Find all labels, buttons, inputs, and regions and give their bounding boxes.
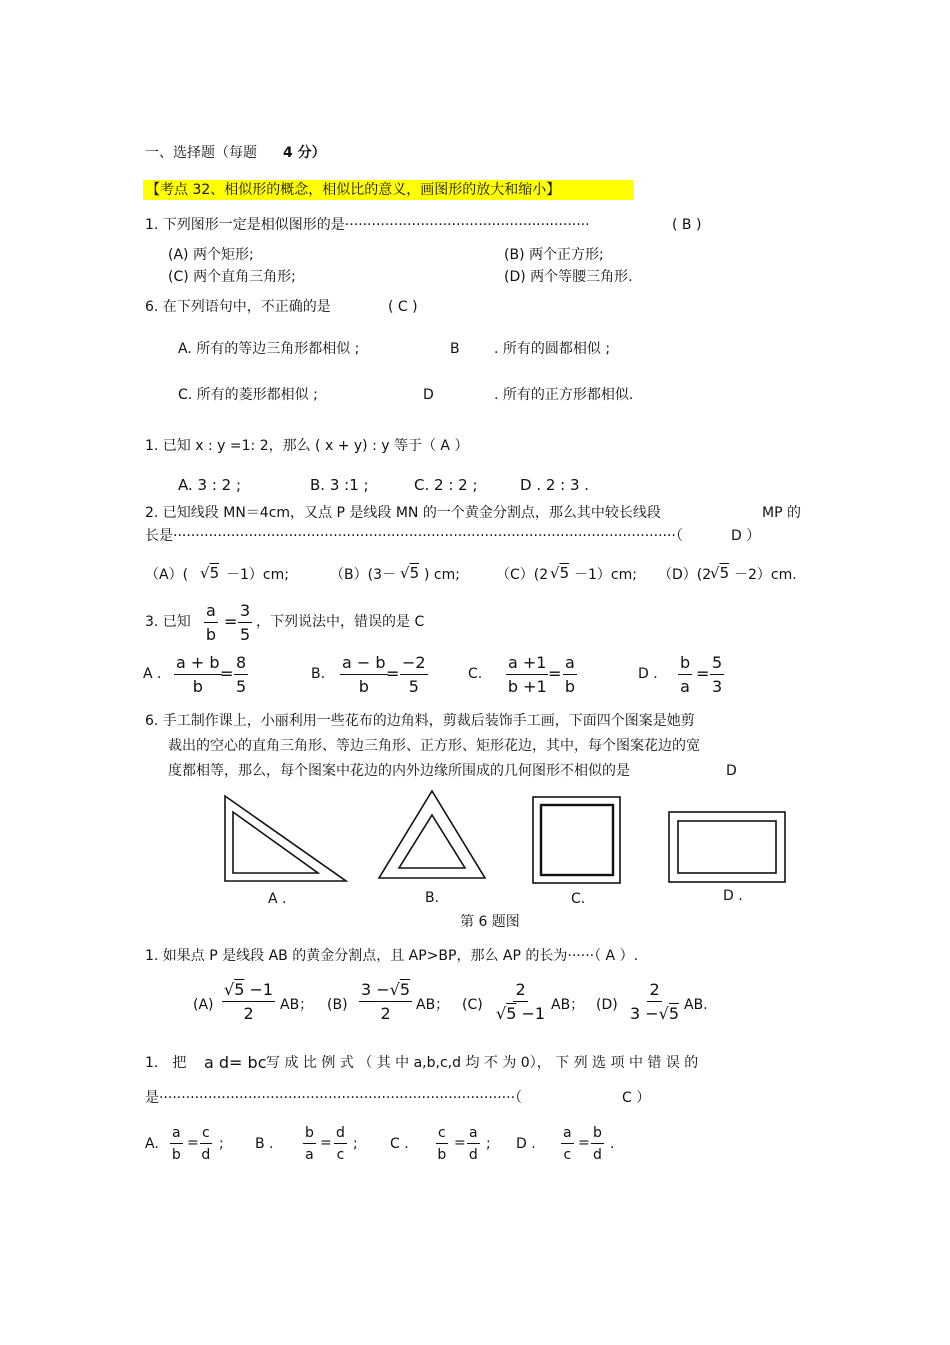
q3-option-b: B. 3 :1 ; bbox=[310, 476, 369, 494]
q6-answer: D bbox=[726, 763, 737, 779]
q4-stem-line1: 2. 已知线段 MN＝4cm，又点 P 是线段 MN 的一个黄金分割点，那么其中较长线段 bbox=[145, 505, 661, 521]
q5-given-eq: = bbox=[224, 612, 238, 631]
q7-option-c-post: AB； bbox=[551, 997, 585, 1013]
q4-answer: D ） bbox=[731, 528, 761, 544]
q7-option-a-num-tail: −1 bbox=[249, 980, 274, 999]
q3-option-a: A. 3 : 2 ; bbox=[178, 476, 242, 494]
q8-stem-line1-pre: 1． 把 bbox=[145, 1055, 187, 1071]
frac-numerator: b bbox=[591, 1126, 604, 1144]
q5-option-b-label: B. bbox=[311, 666, 326, 682]
q8-option-d-frac-left bbox=[561, 1126, 574, 1162]
q7-option-a-radicand: 5 bbox=[234, 980, 245, 999]
q8-option-a-eq: = bbox=[187, 1135, 199, 1151]
section-title: 一、选择题（每题 bbox=[145, 145, 257, 161]
q5-stem-post: ，下列说法中，错误的是 C bbox=[256, 614, 425, 630]
q3-stem: 1. 已知 x : y =1: 2，那么 ( x + y) : y 等于（ A ） bbox=[145, 438, 469, 454]
frac-denominator: a bbox=[680, 677, 690, 696]
q5-given-frac-left bbox=[204, 603, 218, 643]
q4-option-c-post: －1）cm; bbox=[574, 567, 637, 583]
frac-denominator: 5 bbox=[236, 677, 247, 696]
q4-option-a-radical: √5 bbox=[200, 564, 220, 582]
q6-figure-label-a: A . bbox=[268, 891, 287, 907]
q8-option-c-eq: = bbox=[454, 1135, 466, 1151]
q7-option-c-frac bbox=[496, 982, 545, 1022]
frac-numerator: √5 −1 bbox=[222, 982, 275, 1002]
q8-option-c-label: C . bbox=[390, 1136, 409, 1152]
frac-denominator: d bbox=[468, 1147, 478, 1163]
q2-stem: 6. 在下列语句中，不正确的是 bbox=[145, 299, 331, 315]
q6-figure-right-triangle-inner bbox=[233, 812, 318, 873]
q4-option-d-post: －2）cm. bbox=[734, 567, 797, 583]
q2-option-d-letter: D bbox=[423, 387, 434, 403]
frac-numerator: c bbox=[200, 1126, 212, 1144]
q6-figure-square-inner bbox=[541, 805, 613, 875]
frac-numerator: a − b bbox=[340, 655, 388, 675]
q2-answer: ( C ) bbox=[388, 299, 418, 315]
q8-answer: C ） bbox=[622, 1090, 651, 1106]
frac-denominator: b +1 bbox=[507, 677, 547, 696]
q6-stem-line1: 6. 手工制作课上，小丽利用一些花布的边角料，剪裁后装饰手工画，下面四个图案是她剪 bbox=[145, 713, 695, 729]
q1-option-a: (A) 两个矩形; bbox=[168, 247, 254, 263]
q8-option-a-semi: ; bbox=[219, 1136, 224, 1152]
frac-numerator: 2 bbox=[513, 982, 527, 1002]
q7-option-a-post: AB； bbox=[280, 997, 314, 1013]
frac-numerator: −2 bbox=[400, 655, 428, 675]
frac-denominator: b bbox=[171, 1147, 181, 1163]
q8-option-b-label: B . bbox=[255, 1136, 274, 1152]
q7-option-c-label: (C) bbox=[462, 997, 483, 1013]
frac-denominator: d bbox=[201, 1147, 211, 1163]
frac-denominator: 5 bbox=[240, 625, 251, 644]
q7-option-a-label: (A) bbox=[193, 997, 214, 1013]
frac-denominator: c bbox=[563, 1147, 572, 1163]
q8-option-d-frac-right bbox=[591, 1126, 604, 1162]
q6-figure-equilateral-triangle-inner bbox=[399, 815, 465, 868]
q5-option-d-frac-right bbox=[710, 655, 724, 695]
q5-option-a-eq: = bbox=[220, 664, 234, 683]
q7-option-d-label: (D) bbox=[596, 997, 618, 1013]
q8-option-d-label: D . bbox=[516, 1136, 536, 1152]
q4-stem-line1-end: MP 的 bbox=[762, 505, 801, 521]
q8-option-c-frac-right bbox=[467, 1126, 480, 1162]
q7-option-d-den-head: 3 − bbox=[630, 1004, 659, 1023]
q8-option-c-semi: ; bbox=[486, 1136, 491, 1152]
q5-option-c-label: C. bbox=[468, 666, 483, 682]
frac-numerator: a +1 bbox=[506, 655, 548, 675]
q6-figure-caption: 第 6 题图 bbox=[460, 914, 520, 930]
section-points: 4 分） bbox=[283, 145, 326, 161]
q6-figure-right-triangle bbox=[222, 793, 350, 885]
q1-answer: ( B ) bbox=[672, 217, 702, 233]
q5-option-b-eq: = bbox=[386, 664, 400, 683]
frac-denominator: b bbox=[437, 1147, 447, 1163]
q7-option-d-frac bbox=[630, 982, 679, 1022]
q4-option-c-pre: （C）(2 bbox=[496, 567, 549, 583]
frac-numerator: b bbox=[678, 655, 692, 675]
frac-denominator: 2 bbox=[243, 1004, 254, 1023]
q8-stem-line1-post: 写 成 比 例 式 （ 其 中 a,b,c,d 均 不 为 0）， 下 列 选 项 中 错 误 的 bbox=[266, 1055, 699, 1071]
frac-numerator: a + b bbox=[174, 655, 222, 675]
frac-numerator: a bbox=[170, 1126, 183, 1144]
q1-option-d: (D) 两个等腰三角形. bbox=[504, 269, 633, 285]
q5-option-b-frac-left bbox=[340, 655, 388, 695]
q4-option-a-pre: （A）( bbox=[145, 567, 189, 583]
q1-option-c: (C) 两个直角三角形; bbox=[168, 269, 296, 285]
q5-stem-pre: 3. 已知 bbox=[145, 614, 191, 630]
q7-option-b-radicand: 5 bbox=[399, 980, 411, 999]
q8-option-a-frac-left bbox=[170, 1126, 183, 1162]
q3-option-c: C. 2 : 2 ; bbox=[414, 476, 478, 494]
q8-option-b-frac-left bbox=[303, 1126, 316, 1162]
q2-option-b-letter: B bbox=[450, 341, 460, 357]
q2-option-b: . 所有的圆都相似 ; bbox=[494, 341, 611, 357]
q8-option-c-frac-left bbox=[436, 1126, 448, 1162]
frac-denominator: a bbox=[305, 1147, 314, 1163]
q4-option-d-radical: √5 bbox=[710, 564, 730, 582]
q8-option-a-frac-right bbox=[200, 1126, 212, 1162]
q7-option-d-post: AB. bbox=[684, 997, 708, 1013]
q6-figure-equilateral-triangle-outer bbox=[379, 791, 485, 878]
frac-numerator: c bbox=[436, 1126, 448, 1144]
q8-stem-line2: 是················································································（ bbox=[145, 1090, 523, 1106]
q4-option-d-pre: （D）(2 bbox=[658, 567, 712, 583]
q4-option-a-radicand: 5 bbox=[209, 564, 220, 582]
q5-option-d-eq: = bbox=[696, 664, 710, 683]
frac-denominator: 5 bbox=[408, 677, 419, 696]
q7-stem: 1. 如果点 P 是线段 AB 的黄金分割点，且 AP>BP，那么 AP 的长为······（ A ）. bbox=[145, 948, 639, 964]
q2-option-d: . 所有的正方形都相似. bbox=[494, 387, 634, 403]
frac-numerator: 8 bbox=[234, 655, 248, 675]
q4-option-d-radicand: 5 bbox=[719, 564, 730, 582]
frac-numerator: a bbox=[467, 1126, 480, 1144]
frac-numerator: a bbox=[561, 1126, 574, 1144]
frac-denominator: b bbox=[205, 625, 216, 644]
q2-option-a: A. 所有的等边三角形都相似 ; bbox=[178, 341, 360, 357]
q5-option-c-eq: = bbox=[548, 664, 562, 683]
q8-option-b-semi: ; bbox=[353, 1136, 358, 1152]
frac-numerator: d bbox=[334, 1126, 347, 1144]
q5-option-d-frac-left bbox=[678, 655, 692, 695]
q5-option-c-frac-right bbox=[563, 655, 577, 695]
q6-figure-label-b: B. bbox=[425, 890, 440, 906]
q8-option-d-eq: = bbox=[578, 1135, 590, 1151]
q7-option-b-frac bbox=[359, 982, 412, 1022]
frac-numerator: 3 −√5 bbox=[359, 982, 412, 1002]
q7-option-b-num-head: 3 − bbox=[361, 980, 390, 999]
frac-numerator: b bbox=[303, 1126, 316, 1144]
q4-option-b-pre: （B）(3－ bbox=[330, 567, 396, 583]
q6-figure-equilateral-triangle bbox=[375, 788, 489, 882]
frac-denominator: b bbox=[192, 677, 203, 696]
q8-option-a-label: A. bbox=[145, 1136, 159, 1152]
q4-option-c-radicand: 5 bbox=[559, 564, 570, 582]
q7-option-b-post: AB； bbox=[416, 997, 450, 1013]
q3-option-d: D . 2 : 3 . bbox=[520, 476, 590, 494]
frac-denominator: √5 −1 bbox=[496, 1004, 546, 1023]
q7-option-c-radicand: 5 bbox=[506, 1004, 517, 1023]
q8-option-b-frac-right bbox=[334, 1126, 347, 1162]
frac-numerator: 3 bbox=[238, 603, 252, 623]
q6-figure-rectangle-inner bbox=[678, 821, 776, 873]
frac-denominator: c bbox=[336, 1147, 345, 1163]
q6-figure-rectangle-outer bbox=[669, 812, 785, 882]
q5-option-a-frac-right bbox=[234, 655, 248, 695]
q8-formula: a d= bc bbox=[204, 1053, 267, 1072]
q6-figure-label-c: C. bbox=[571, 891, 586, 907]
frac-numerator: 5 bbox=[710, 655, 724, 675]
q5-option-d-label: D . bbox=[638, 666, 658, 682]
q4-option-b-post: ) cm; bbox=[424, 567, 460, 583]
frac-numerator: 2 bbox=[647, 982, 661, 1002]
q4-option-a-post: －1）cm; bbox=[226, 567, 289, 583]
frac-numerator: a bbox=[563, 655, 577, 675]
frac-denominator: 3 bbox=[712, 677, 723, 696]
q1-stem: 1. 下列图形一定是相似图形的是······················································· bbox=[145, 217, 590, 233]
q6-figure-right-triangle-outer bbox=[225, 796, 346, 881]
q7-option-d-radicand: 5 bbox=[668, 1004, 680, 1023]
frac-denominator: 2 bbox=[380, 1004, 391, 1023]
q7-option-c-den-tail: −1 bbox=[521, 1004, 546, 1023]
q6-figure-square bbox=[531, 795, 623, 885]
q5-option-c-frac-left bbox=[506, 655, 548, 695]
q4-option-b-radical: √5 bbox=[400, 564, 420, 582]
frac-denominator: 3 −√5 bbox=[630, 1004, 680, 1023]
q2-option-c: C. 所有的菱形都相似 ; bbox=[178, 387, 318, 403]
frac-denominator: b bbox=[564, 677, 575, 696]
q5-option-a-frac-left bbox=[174, 655, 222, 695]
q6-stem-line3: 度都相等，那么，每个图案中花边的内外边缘所围成的几何图形不相似的是 bbox=[168, 763, 630, 779]
q7-option-a-frac bbox=[222, 982, 275, 1022]
q6-stem-line2: 裁出的空心的直角三角形、等边三角形、正方形、矩形花边，其中，每个图案花边的宽 bbox=[168, 738, 700, 754]
q6-figure-label-d: D . bbox=[723, 888, 743, 904]
frac-denominator: d bbox=[593, 1147, 602, 1163]
frac-numerator: a bbox=[204, 603, 218, 623]
q5-option-a-label: A . bbox=[143, 666, 162, 682]
q1-option-b: (B) 两个正方形; bbox=[504, 247, 604, 263]
q4-stem-line2: 长是·················································································································（ bbox=[145, 528, 683, 544]
q5-given-frac-right bbox=[238, 603, 252, 643]
topic-heading: 【考点 32、相似形的概念，相似比的意义，画图形的放大和缩小】 bbox=[146, 182, 561, 198]
q6-figure-square-outer bbox=[533, 797, 620, 883]
q6-figure-rectangle bbox=[667, 810, 787, 884]
q8-option-b-eq: = bbox=[320, 1135, 332, 1151]
q4-option-c-radical: √5 bbox=[550, 564, 570, 582]
frac-denominator: b bbox=[358, 677, 369, 696]
q4-option-b-radicand: 5 bbox=[409, 564, 420, 582]
q5-option-b-frac-right bbox=[400, 655, 428, 695]
q8-option-d-period: . bbox=[610, 1136, 615, 1152]
q7-option-b-label: (B) bbox=[327, 997, 348, 1013]
